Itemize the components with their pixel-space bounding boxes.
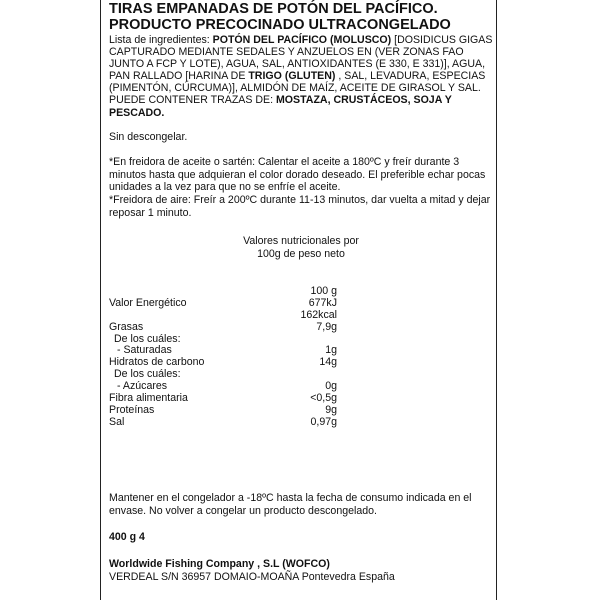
nutrition-value: 162kcal [300, 308, 337, 321]
nutrition-value: 0,97g [310, 415, 337, 428]
product-label [100, 0, 497, 600]
ingredient-text: , SAL, LEVADURA, ESPECIAS (PIMENTÓN, CÚRCUMA)], ALMIDÓN DE MAÍZ, ACEITE DE GIRASOL Y SAL. PUEDE CONTENER TRAZAS DE: [109, 70, 486, 107]
nutrition-value: 14g [319, 356, 337, 369]
nutrition-table [109, 286, 493, 429]
nutrition-label: Hidratos de carbono [109, 356, 205, 369]
product-title: TIRAS EMPANADAS DE POTÓN DEL PACÍFICO. PRODUCTO PRECOCINADO ULTRACONGELADO [109, 1, 451, 33]
ingredient-text: [DOSIDICUS GIGAS CAPTURADO MEDIANTE SEDALES Y ANZUELOS EN (VER ZONAS FAO JUNTO A FCP Y LOTE), AGUA, SAL, ANTIOXIDANTES (E 330, E 331)], AGUA, PAN RALLADO [HARINA DE [109, 34, 493, 83]
nutrition-row [109, 417, 493, 429]
ingredient-text: Lista de ingredientes: [109, 34, 213, 46]
thaw-note: Sin descongelar. [109, 131, 188, 143]
nutrition-value: 677kJ [308, 296, 337, 309]
ingredients-list [109, 34, 493, 119]
nutrition-label: De los cuáles: [114, 368, 181, 381]
storage-instructions: Mantener en el congelador a -18ºC hasta la fecha de consumo indicada en el envase. No volver a congelar un producto descongelado. [109, 492, 472, 517]
nutrition-label: Valor Energético [109, 296, 187, 309]
nutrition-value: 7,9g [316, 320, 337, 333]
fryer-instructions: *En freidora de aceite o sartén: Calentar el aceite a 180ºC y freír durante 3 minutos hasta que adquieran el color dorado deseado. El preferible echar pocas unidades a la vez para que no se enfríe el aceite. [109, 156, 486, 194]
nutrition-label: - Saturadas [117, 344, 172, 357]
nutrition-label: - Azúcares [117, 380, 168, 393]
nutrition-value: 0g [325, 380, 337, 393]
nutrition-value: 1g [325, 344, 337, 357]
nutrition-label: Proteínas [109, 403, 155, 416]
nutrition-heading: Valores nutricionales por 100g de peso neto [243, 235, 359, 260]
nutrition-label: Fibra alimentaria [109, 392, 188, 405]
nutrition-row [109, 310, 493, 322]
nutrition-row [109, 405, 493, 417]
nutrition-row [109, 322, 493, 334]
net-weight: 400 g 4 [109, 531, 145, 543]
nutrition-row [109, 393, 493, 405]
nutrition-label: Sal [109, 415, 125, 428]
company-address: VERDEAL S/N 36957 DOMAIO-MOAÑA Pontevedra España [109, 571, 395, 583]
ingredient-allergen: TRIGO (GLUTEN) [248, 70, 336, 83]
nutrition-value: 100 g [310, 285, 337, 297]
nutrition-value: 9g [325, 403, 337, 416]
company-name: Worldwide Fishing Company , S.L (WOFCO) [109, 558, 330, 570]
ingredient-allergen: POTÓN DEL PACÍFICO (MOLUSCO) [212, 34, 392, 46]
nutrition-label: De los cuáles: [114, 332, 181, 345]
nutrition-value: <0,5g [310, 392, 337, 405]
nutrition-row [109, 298, 493, 310]
nutrition-label: Grasas [109, 320, 144, 333]
airfryer-instructions: *Freidora de aire: Freír a 200ºC durante 11-13 minutos, dar vuelta a mitad y dejar reposar 1 minuto. [109, 194, 491, 219]
ingredient-allergen: MOSTAZA, CRUSTÁCEOS, SOJA Y PESCADO. [109, 94, 452, 119]
